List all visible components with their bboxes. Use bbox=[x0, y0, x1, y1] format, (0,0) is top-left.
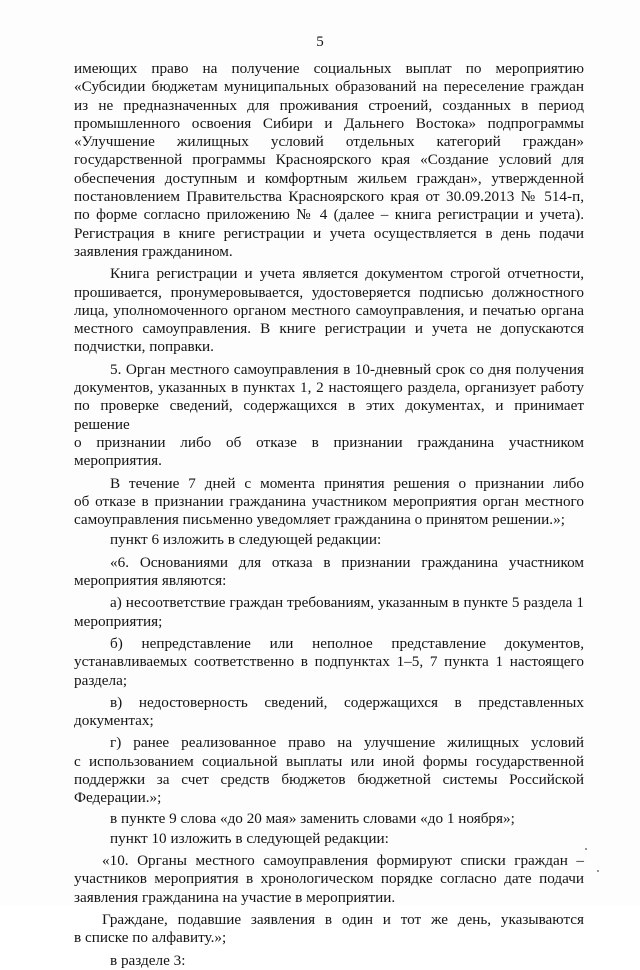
text-line: из не предназначенных для проживания строений, созданных в период bbox=[74, 96, 584, 114]
text-line: по форме согласно приложению № 4 (далее – книга регистрации и учета). bbox=[74, 206, 584, 224]
text-line: раздела; bbox=[74, 671, 128, 689]
text-line: пункт 6 изложить в следующей редакции: bbox=[110, 531, 382, 549]
text-line: заявления гражданином. bbox=[74, 242, 233, 260]
text-line: 5. Орган местного самоуправления в 10-дневный срок со дня получения bbox=[110, 360, 584, 378]
page-number: 5 bbox=[316, 34, 324, 50]
text-line: подчистки, поправки. bbox=[74, 338, 214, 356]
text-line: с использованием социальной выплаты или иной формы государственной bbox=[74, 752, 584, 770]
text-line: В течение 7 дней с момента принятия решения о признании либо bbox=[110, 474, 584, 492]
text-line: государственной программы Красноярского края «Создание условий для bbox=[74, 151, 584, 169]
text-line: документах; bbox=[74, 712, 154, 730]
text-line: имеющих право на получение социальных выплат по мероприятию bbox=[74, 60, 584, 77]
text-line: в пункте 9 слова «до 20 мая» заменить словами «до 1 ноября»; bbox=[110, 809, 515, 827]
scan-speck bbox=[597, 870, 599, 872]
text-line: мероприятия являются: bbox=[74, 572, 227, 590]
text-line: документов, указанных в пунктах 1, 2 настоящего раздела, организует работу bbox=[74, 379, 584, 397]
text-line: пункт 10 изложить в следующей редакции: bbox=[110, 829, 389, 847]
text-line: а) несоответствие граждан требованиям, указанным в пункте 5 раздела 1 bbox=[110, 594, 584, 612]
text-line: г) ранее реализованное право на улучшение жилищных условий bbox=[110, 734, 584, 752]
document-text bbox=[74, 60, 584, 970]
text-line: обеспечения доступным и комфортным жильем граждан», утвержденной bbox=[74, 169, 584, 187]
text-line: самоуправления письменно уведомляет гражданина о принятом решении.»; bbox=[74, 511, 565, 529]
text-line: Граждане, подавшие заявления в один и тот же день, указываются bbox=[102, 911, 584, 929]
text-line: заявления гражданина на участие в мероприятии. bbox=[74, 888, 396, 906]
text-line: об отказе в признании гражданина участником мероприятия орган местного bbox=[74, 492, 584, 510]
text-line: устанавливаемых соответственно в подпунктах 1–5, 7 пункта 1 настоящего bbox=[74, 653, 584, 671]
text-line: постановлением Правительства Красноярского края от 30.09.2013 № 514-п, bbox=[74, 188, 584, 206]
text-line: «6. Основаниями для отказа в признании гражданина участником bbox=[110, 553, 584, 571]
text-line: мероприятия; bbox=[74, 612, 163, 630]
text-line: Книга регистрации и учета является документом строгой отчетности, bbox=[110, 265, 584, 283]
text-line: «Улучшение жилищных условий отдельных категорий граждан» bbox=[74, 133, 584, 151]
text-line: участников мероприятия в хронологическом порядке согласно дате подачи bbox=[74, 870, 584, 888]
text-line: местного самоуправления. В книге регистрации и учета не допускаются bbox=[74, 320, 584, 338]
text-line: «10. Органы местного самоуправления формируют списки граждан – bbox=[102, 852, 584, 870]
text-line: в списке по алфавиту.»; bbox=[74, 929, 227, 947]
text-line: в) недостоверность сведений, содержащихся в представленных bbox=[110, 693, 584, 711]
text-line: Федерации.»; bbox=[74, 789, 162, 807]
text-line: поддержки за счет средств бюджетов бюджетной системы Российской bbox=[74, 770, 584, 788]
text-line: прошивается, пронумеровывается, удостоверяется подписью должностного bbox=[74, 283, 584, 301]
text-line: по проверке сведений, содержащихся в этих документах, и принимает решение bbox=[74, 397, 584, 433]
text-line: промышленного освоения Сибири и Дальнего Востока» подпрограммы bbox=[74, 114, 584, 132]
text-line: б) непредставление или неполное представление документов, bbox=[110, 634, 584, 652]
text-line: в разделе 3: bbox=[110, 951, 186, 969]
text-line: лица, уполномоченного органом местного самоуправления, и печатью органа bbox=[74, 301, 584, 319]
scan-speck bbox=[585, 848, 587, 850]
text-line: о признании либо об отказе в признании гражданина участником мероприятия. bbox=[74, 433, 584, 470]
text-line: Регистрация в книге регистрации и учета осуществляется в день подачи bbox=[74, 224, 584, 242]
text-line: «Субсидии бюджетам муниципальных образований на переселение граждан bbox=[74, 78, 584, 96]
